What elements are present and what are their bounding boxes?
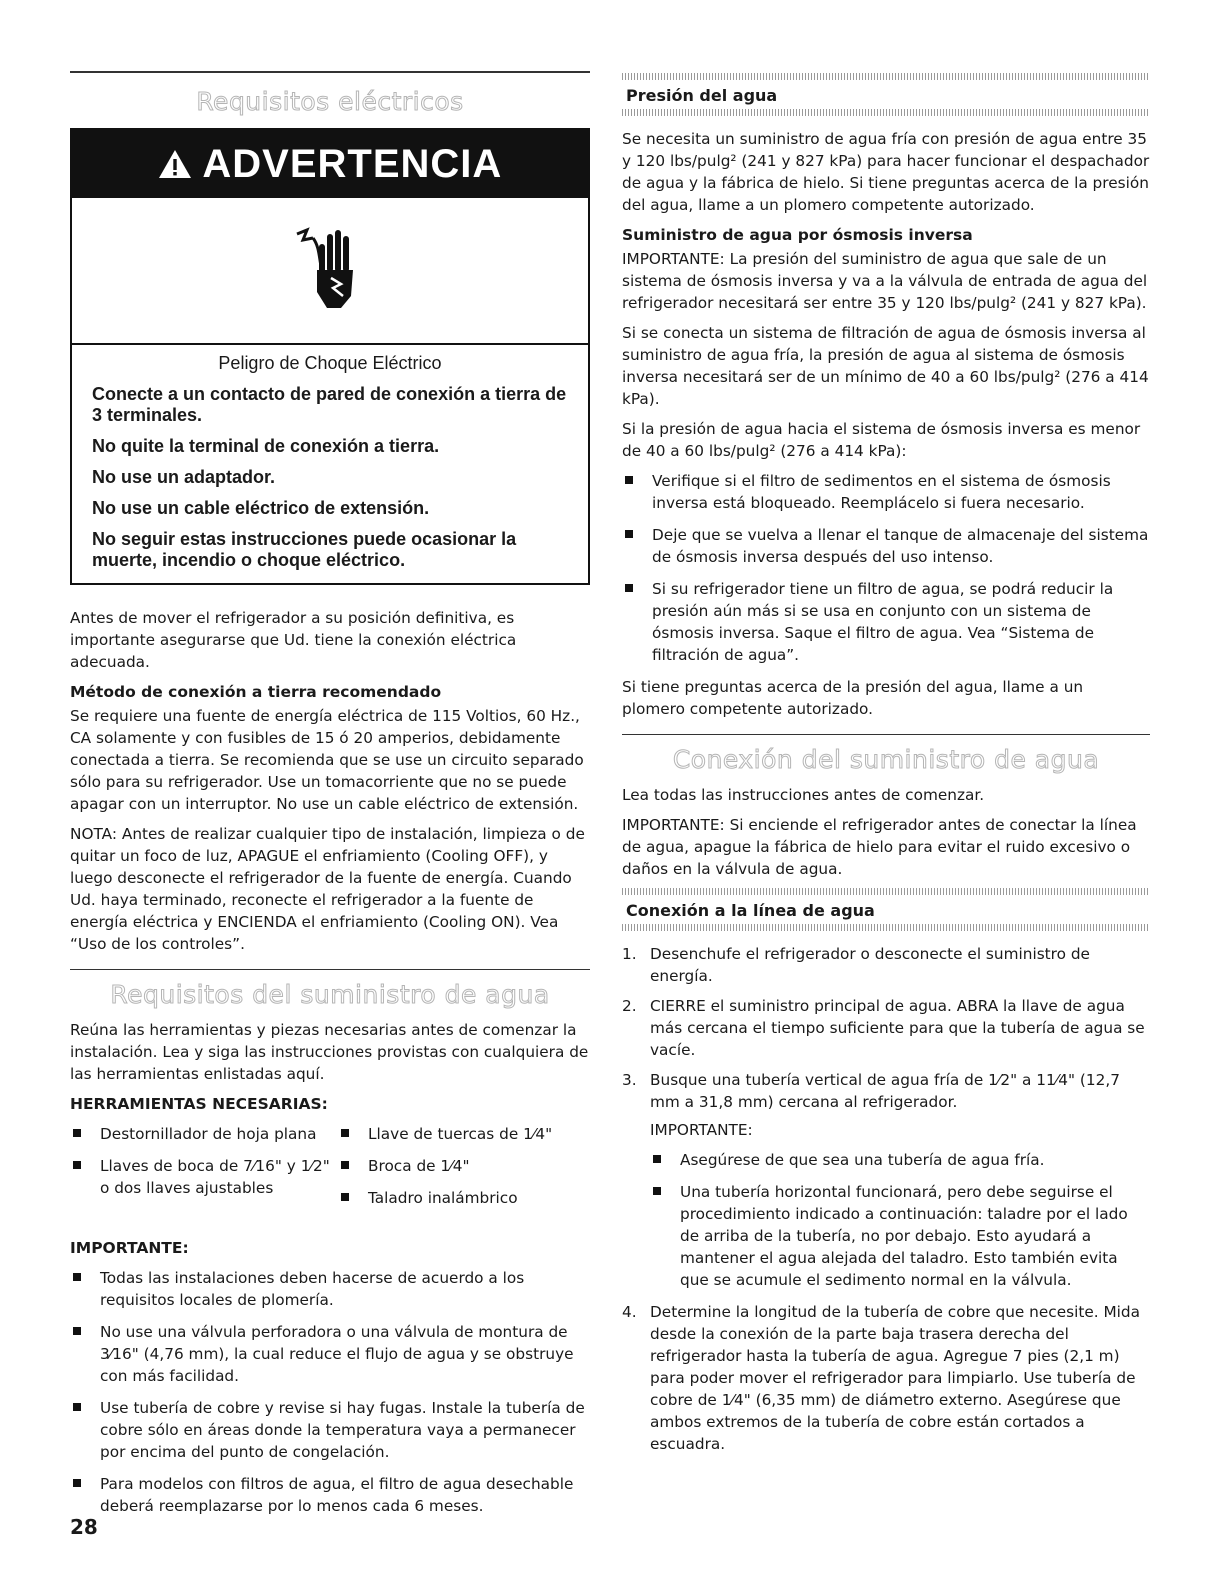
warning-line: Conecte a un contacto de pared de conexión a tierra de 3 terminales. xyxy=(92,384,567,425)
section-title-water-requirements: Requisitos del suministro de agua xyxy=(110,980,550,1009)
list-item: Use tubería de cobre y revise si hay fugas. Instale la tubería de cobre sólo en áreas donde la temperatura vaya a permanecer por encima del punto de congelación. xyxy=(70,1397,590,1463)
list-item: Si su refrigerador tiene un filtro de agua, se podrá reducir la presión aún más si se usa en conjunto con un sistema de ósmosis inversa. Saque el filtro de agua. Vea “Sistema de filtración de agua”. xyxy=(622,578,1150,666)
electrical-intro: Antes de mover el refrigerador a su posición definitiva, es importante asegurarse que Ud. tiene la conexión eléctrica adecuada. xyxy=(70,609,517,671)
warning-title: Peligro de Choque Eléctrico xyxy=(218,353,442,373)
warning-header xyxy=(72,130,588,198)
hatched-rule xyxy=(622,109,1150,116)
ro-paragraph: IMPORTANTE: La presión del suministro de agua que sale de un sistema de ósmosis inversa y va a la válvula de entrada de agua del refrigerador necesitará ser entre 35 y 120 lbs/pulg² (241 y 827 kPa). xyxy=(622,250,1148,312)
method-text: Se requiere una fuente de energía eléctrica de 115 Voltios, 60 Hz., CA solamente y con fusibles de 15 ó 20 amperios, debidamente conectada a tierra. Se recomienda que se use un circuito separado sólo para su refrigerador. Use un tomacorriente que no se puede apagar con un interruptor. No use un cable eléctrico de extensión. xyxy=(70,707,584,813)
step-text: Determine la longitud de la tubería de cobre que necesite. Mida desde la conexión de la parte baja trasera derecha del refrigerador hasta la tubería de agua. Agregue 7 pies (2,1 m) para poder mover el refrigerador para limpiarlo. Use tubería de cobre de 1⁄4" (6,35 mm) de diámetro externo. Asegúrese que ambos extremos de la tubería de cobre están cortados a escuadra. xyxy=(650,1303,1140,1453)
pressure-heading: Presión del agua xyxy=(626,86,778,105)
list-item: Una tubería horizontal funcionará, pero debe seguirse el procedimiento indicado a continuación: taladre por el lado de arriba de la tubería, no por debajo. Esto ayudará a mantener el agua alejada del taladro. Esto también evita que se acumule el sedimento normal en la válvula. xyxy=(650,1181,1150,1291)
warning-box xyxy=(70,128,590,585)
important-heading: IMPORTANTE: xyxy=(70,1239,189,1257)
warning-line: No quite la terminal de conexión a tierra. xyxy=(92,436,440,456)
warning-line: No use un cable eléctrico de extensión. xyxy=(92,498,430,518)
tools-list xyxy=(70,1123,590,1225)
section-rule xyxy=(70,71,590,73)
list-item: Para modelos con filtros de agua, el filtro de agua desechable deberá reemplazarse por lo menos cada 6 meses. xyxy=(70,1473,590,1517)
section-rule xyxy=(70,969,590,970)
electric-shock-hand-icon xyxy=(72,198,588,345)
step-text: Desenchufe el refrigerador o desconecte el suministro de energía. xyxy=(650,945,1090,985)
pressure-text: Se necesita un suministro de agua fría con presión de agua entre 35 y 120 lbs/pulg² (241 y 827 kPa) para hacer funcionar el despachador de agua y la fábrica de hielo. Si tiene preguntas acerca de la presión del agua, llame a un plomero competente autorizado. xyxy=(622,130,1150,214)
step-number: 2. xyxy=(622,997,637,1015)
section-rule xyxy=(622,734,1150,735)
step-item xyxy=(622,943,1150,987)
ro-heading: Suministro de agua por ósmosis inversa xyxy=(622,226,973,244)
list-item: Llaves de boca de 7⁄16" y 1⁄2" o dos llaves ajustables xyxy=(70,1155,338,1199)
warning-body xyxy=(72,345,588,583)
step-number: 1. xyxy=(622,945,637,963)
step3-list xyxy=(650,1149,1150,1291)
left-column xyxy=(70,0,590,1527)
warning-triangle-icon xyxy=(158,142,203,186)
list-item: Destornillador de hoja plana xyxy=(70,1123,338,1145)
section-title-electrical: Requisitos eléctricos xyxy=(196,87,464,116)
list-item: No use una válvula perforadora o una válvula de montura de 3⁄16" (4,76 mm), la cual reduce el flujo de agua y se obstruye con más facilidad. xyxy=(70,1321,590,1387)
list-item: Todas las instalaciones deben hacerse de acuerdo a los requisitos locales de plomería. xyxy=(70,1267,590,1311)
step-text: Busque una tubería vertical de agua fría de 1⁄2" a 11⁄4" (12,7 mm a 31,8 mm) cercana al refrigerador. xyxy=(650,1071,1120,1111)
step3-important-heading: IMPORTANTE: xyxy=(650,1121,753,1139)
note-text: NOTA: Antes de realizar cualquier tipo de instalación, limpieza o de quitar un foco de luz, APAGUE el enfriamiento (Cooling OFF), y luego desconecte el refrigerador de la fuente de energía. Cuando Ud. haya terminado, reconecte el refrigerador a la fuente de energía eléctrica y ENCIENDA el enfriamiento (Cooling ON). Vea “Uso de los controles”. xyxy=(70,825,585,953)
ro-paragraph: Si la presión de agua hacia el sistema de ósmosis inversa es menor de 40 a 60 lbs/pulg² (276 a 414 kPa): xyxy=(622,420,1141,460)
list-item: Asegúrese de que sea una tubería de agua fría. xyxy=(650,1149,1150,1171)
warning-header-text: ADVERTENCIA xyxy=(202,142,503,186)
list-item: Llave de tuercas de 1⁄4" xyxy=(338,1123,578,1145)
warning-line: No seguir estas instrucciones puede ocasionar la muerte, incendio o choque eléctrico. xyxy=(92,529,517,570)
ro-paragraph: Si se conecta un sistema de filtración de agua de ósmosis inversa al suministro de agua fría, la presión de agua al sistema de ósmosis inversa necesitará ser de un mínimo de 40 a 60 lbs/pulg² (276 a 414 kPa). xyxy=(622,324,1149,408)
tools-list-right xyxy=(338,1123,578,1219)
step-text: CIERRE el suministro principal de agua. ABRA la llave de agua más cercana el tiempo suficiente para que la tubería de agua se vacíe. xyxy=(650,997,1145,1059)
ro-paragraph: Si tiene preguntas acerca de la presión del agua, llame a un plomero competente autorizado. xyxy=(622,678,1084,718)
step-item xyxy=(622,995,1150,1061)
hatched-rule xyxy=(622,924,1150,931)
tools-list-left xyxy=(70,1123,338,1219)
method-heading: Método de conexión a tierra recomendado xyxy=(70,683,442,701)
connection-paragraph: IMPORTANTE: Si enciende el refrigerador antes de conectar la línea de agua, apague la fábrica de hielo para evitar el ruido excesivo o daños en la válvula de agua. xyxy=(622,816,1137,878)
important-list xyxy=(70,1267,590,1517)
connection-paragraph: Lea todas las instrucciones antes de comenzar. xyxy=(622,786,985,804)
water-req-intro: Reúna las herramientas y piezas necesarias antes de comenzar la instalación. Lea y siga las instrucciones provistas con cualquiera de las herramientas enlistadas aquí. xyxy=(70,1021,589,1083)
ro-list xyxy=(622,470,1150,666)
line-heading: Conexión a la línea de agua xyxy=(626,901,875,920)
page-number: 28 xyxy=(70,1515,98,1539)
list-item: Taladro inalámbrico xyxy=(338,1187,578,1209)
warning-line: No use un adaptador. xyxy=(92,467,276,487)
section-title-water-connection: Conexión del suministro de agua xyxy=(672,745,1100,774)
list-item: Verifique si el filtro de sedimentos en el sistema de ósmosis inversa está bloqueado. Reemplácelo si fuera necesario. xyxy=(622,470,1150,514)
list-item: Broca de 1⁄4" xyxy=(338,1155,578,1177)
hatched-rule xyxy=(622,73,1150,80)
right-column xyxy=(622,0,1150,1463)
step-number: 3. xyxy=(622,1071,637,1089)
list-item: Deje que se vuelva a llenar el tanque de almacenaje del sistema de ósmosis inversa después del uso intenso. xyxy=(622,524,1150,568)
tools-heading: HERRAMIENTAS NECESARIAS: xyxy=(70,1095,328,1113)
steps-list xyxy=(622,943,1150,1455)
hatched-rule xyxy=(622,888,1150,895)
step-item xyxy=(622,1301,1150,1455)
step-item xyxy=(622,1069,1150,1291)
step-number: 4. xyxy=(622,1303,637,1321)
